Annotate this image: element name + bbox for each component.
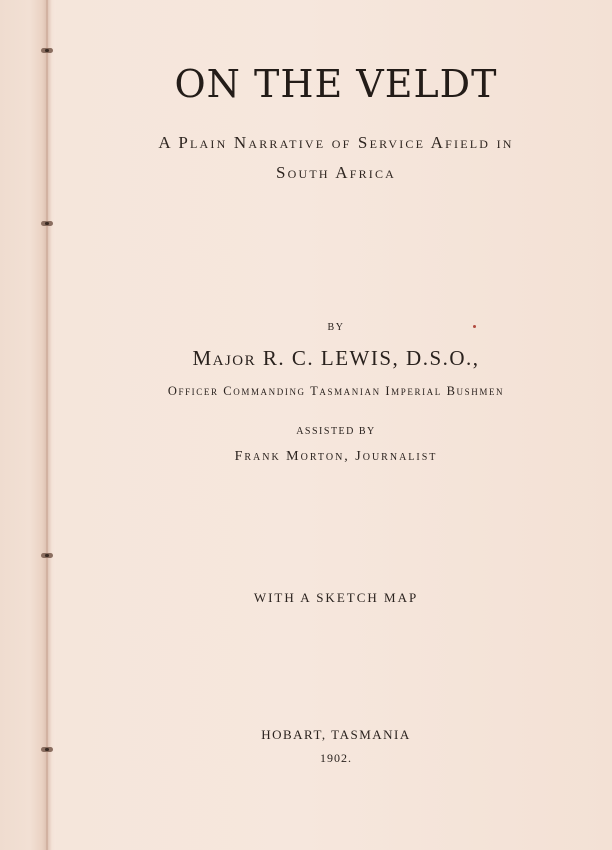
publication-place: HOBART, TASMANIA	[261, 727, 411, 742]
binding-stitch	[41, 553, 53, 558]
paper-speck	[473, 325, 476, 328]
assistant-name: Frank Morton, Journalist	[234, 449, 438, 464]
assisted-by-label: ASSISTED BY	[296, 426, 376, 437]
binding-fold	[46, 0, 48, 850]
subtitle-line-2: South Africa	[275, 163, 397, 182]
subtitle-line-1: A Plain Narrative of Service Afield in	[158, 133, 514, 152]
binding-stitch	[41, 747, 53, 752]
sketch-map-note: WITH A SKETCH MAP	[253, 590, 419, 605]
publication-year: 1902.	[320, 751, 352, 765]
binding-stitch	[41, 221, 53, 226]
author-name: Major R. C. LEWIS, D.S.O.,	[192, 346, 480, 370]
author-rank: Officer Commanding Tasmanian Imperial Bushmen	[167, 384, 505, 398]
by-label: BY	[327, 322, 345, 333]
binding-stitch	[41, 48, 53, 53]
book-title: ON THE VELDT	[174, 62, 498, 106]
